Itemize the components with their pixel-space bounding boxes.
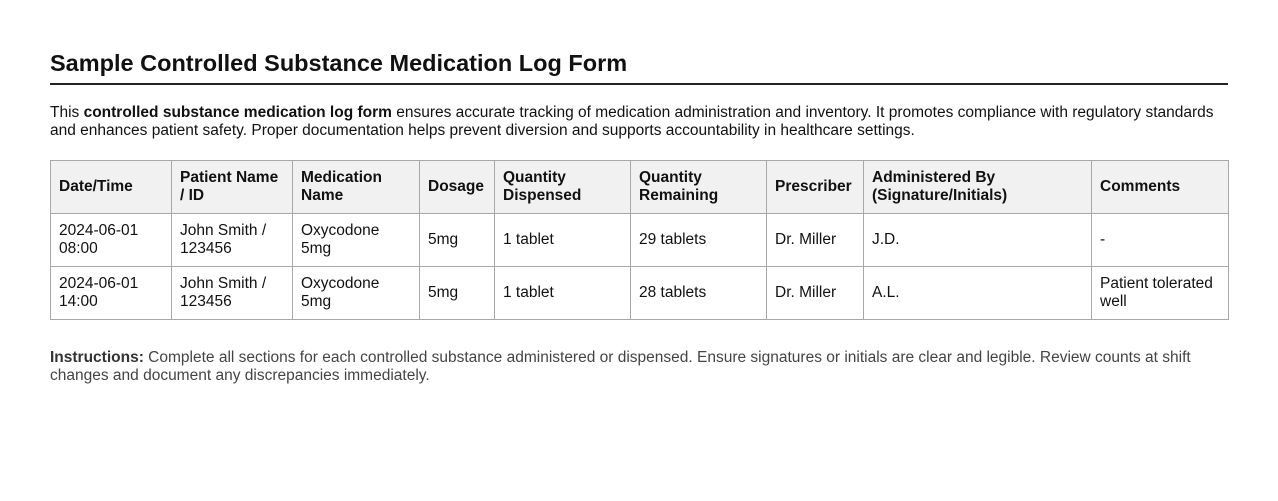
cell-medication-name: Oxycodone 5mg bbox=[293, 214, 420, 267]
header-date-time: Date/Time bbox=[51, 161, 172, 214]
header-prescriber: Prescriber bbox=[767, 161, 864, 214]
cell-administered-by: A.L. bbox=[864, 267, 1092, 320]
cell-comments: - bbox=[1092, 214, 1229, 267]
instructions-text: Complete all sections for each controlled substance administered or dispensed. Ensure signatures or initials are clear and legible. Review counts at shift changes and document any discrepancies immediately. bbox=[50, 349, 1191, 384]
instructions-label: Instructions: bbox=[50, 349, 144, 366]
header-quantity-dispensed: Quantity Dispensed bbox=[495, 161, 631, 214]
cell-prescriber: Dr. Miller bbox=[767, 267, 864, 320]
page-title: Sample Controlled Substance Medication Log Form bbox=[50, 48, 1228, 85]
cell-comments: Patient tolerated well bbox=[1092, 267, 1229, 320]
cell-prescriber: Dr. Miller bbox=[767, 214, 864, 267]
cell-medication-name: Oxycodone 5mg bbox=[293, 267, 420, 320]
header-administered-by: Administered By (Signature/Initials) bbox=[864, 161, 1092, 214]
cell-quantity-remaining: 28 tablets bbox=[631, 267, 767, 320]
table-header-row bbox=[51, 161, 1229, 214]
cell-quantity-remaining: 29 tablets bbox=[631, 214, 767, 267]
header-patient-name-id: Patient Name / ID bbox=[172, 161, 293, 214]
cell-date-time: 2024-06-01 14:00 bbox=[51, 267, 172, 320]
intro-suffix: ensures accurate tracking of medication administration and inventory. It promotes compliance with regulatory standards and enhances patient safety. Proper documentation helps prevent diversion and supports accountability in healthcare settings. bbox=[50, 104, 1214, 139]
intro-paragraph bbox=[50, 104, 1228, 140]
cell-dosage: 5mg bbox=[420, 214, 495, 267]
header-medication-name: Medication Name bbox=[293, 161, 420, 214]
instructions-paragraph bbox=[50, 349, 1228, 385]
medication-log-table bbox=[50, 160, 1229, 320]
cell-patient-name-id: John Smith / 123456 bbox=[172, 267, 293, 320]
cell-patient-name-id: John Smith / 123456 bbox=[172, 214, 293, 267]
header-quantity-remaining: Quantity Remaining bbox=[631, 161, 767, 214]
cell-administered-by: J.D. bbox=[864, 214, 1092, 267]
table-row bbox=[51, 267, 1229, 320]
cell-quantity-dispensed: 1 tablet bbox=[495, 214, 631, 267]
cell-date-time: 2024-06-01 08:00 bbox=[51, 214, 172, 267]
cell-quantity-dispensed: 1 tablet bbox=[495, 267, 631, 320]
table-row bbox=[51, 214, 1229, 267]
header-dosage: Dosage bbox=[420, 161, 495, 214]
cell-dosage: 5mg bbox=[420, 267, 495, 320]
intro-prefix: This bbox=[50, 104, 84, 121]
header-comments: Comments bbox=[1092, 161, 1229, 214]
intro-bold-term: controlled substance medication log form bbox=[83, 104, 392, 121]
